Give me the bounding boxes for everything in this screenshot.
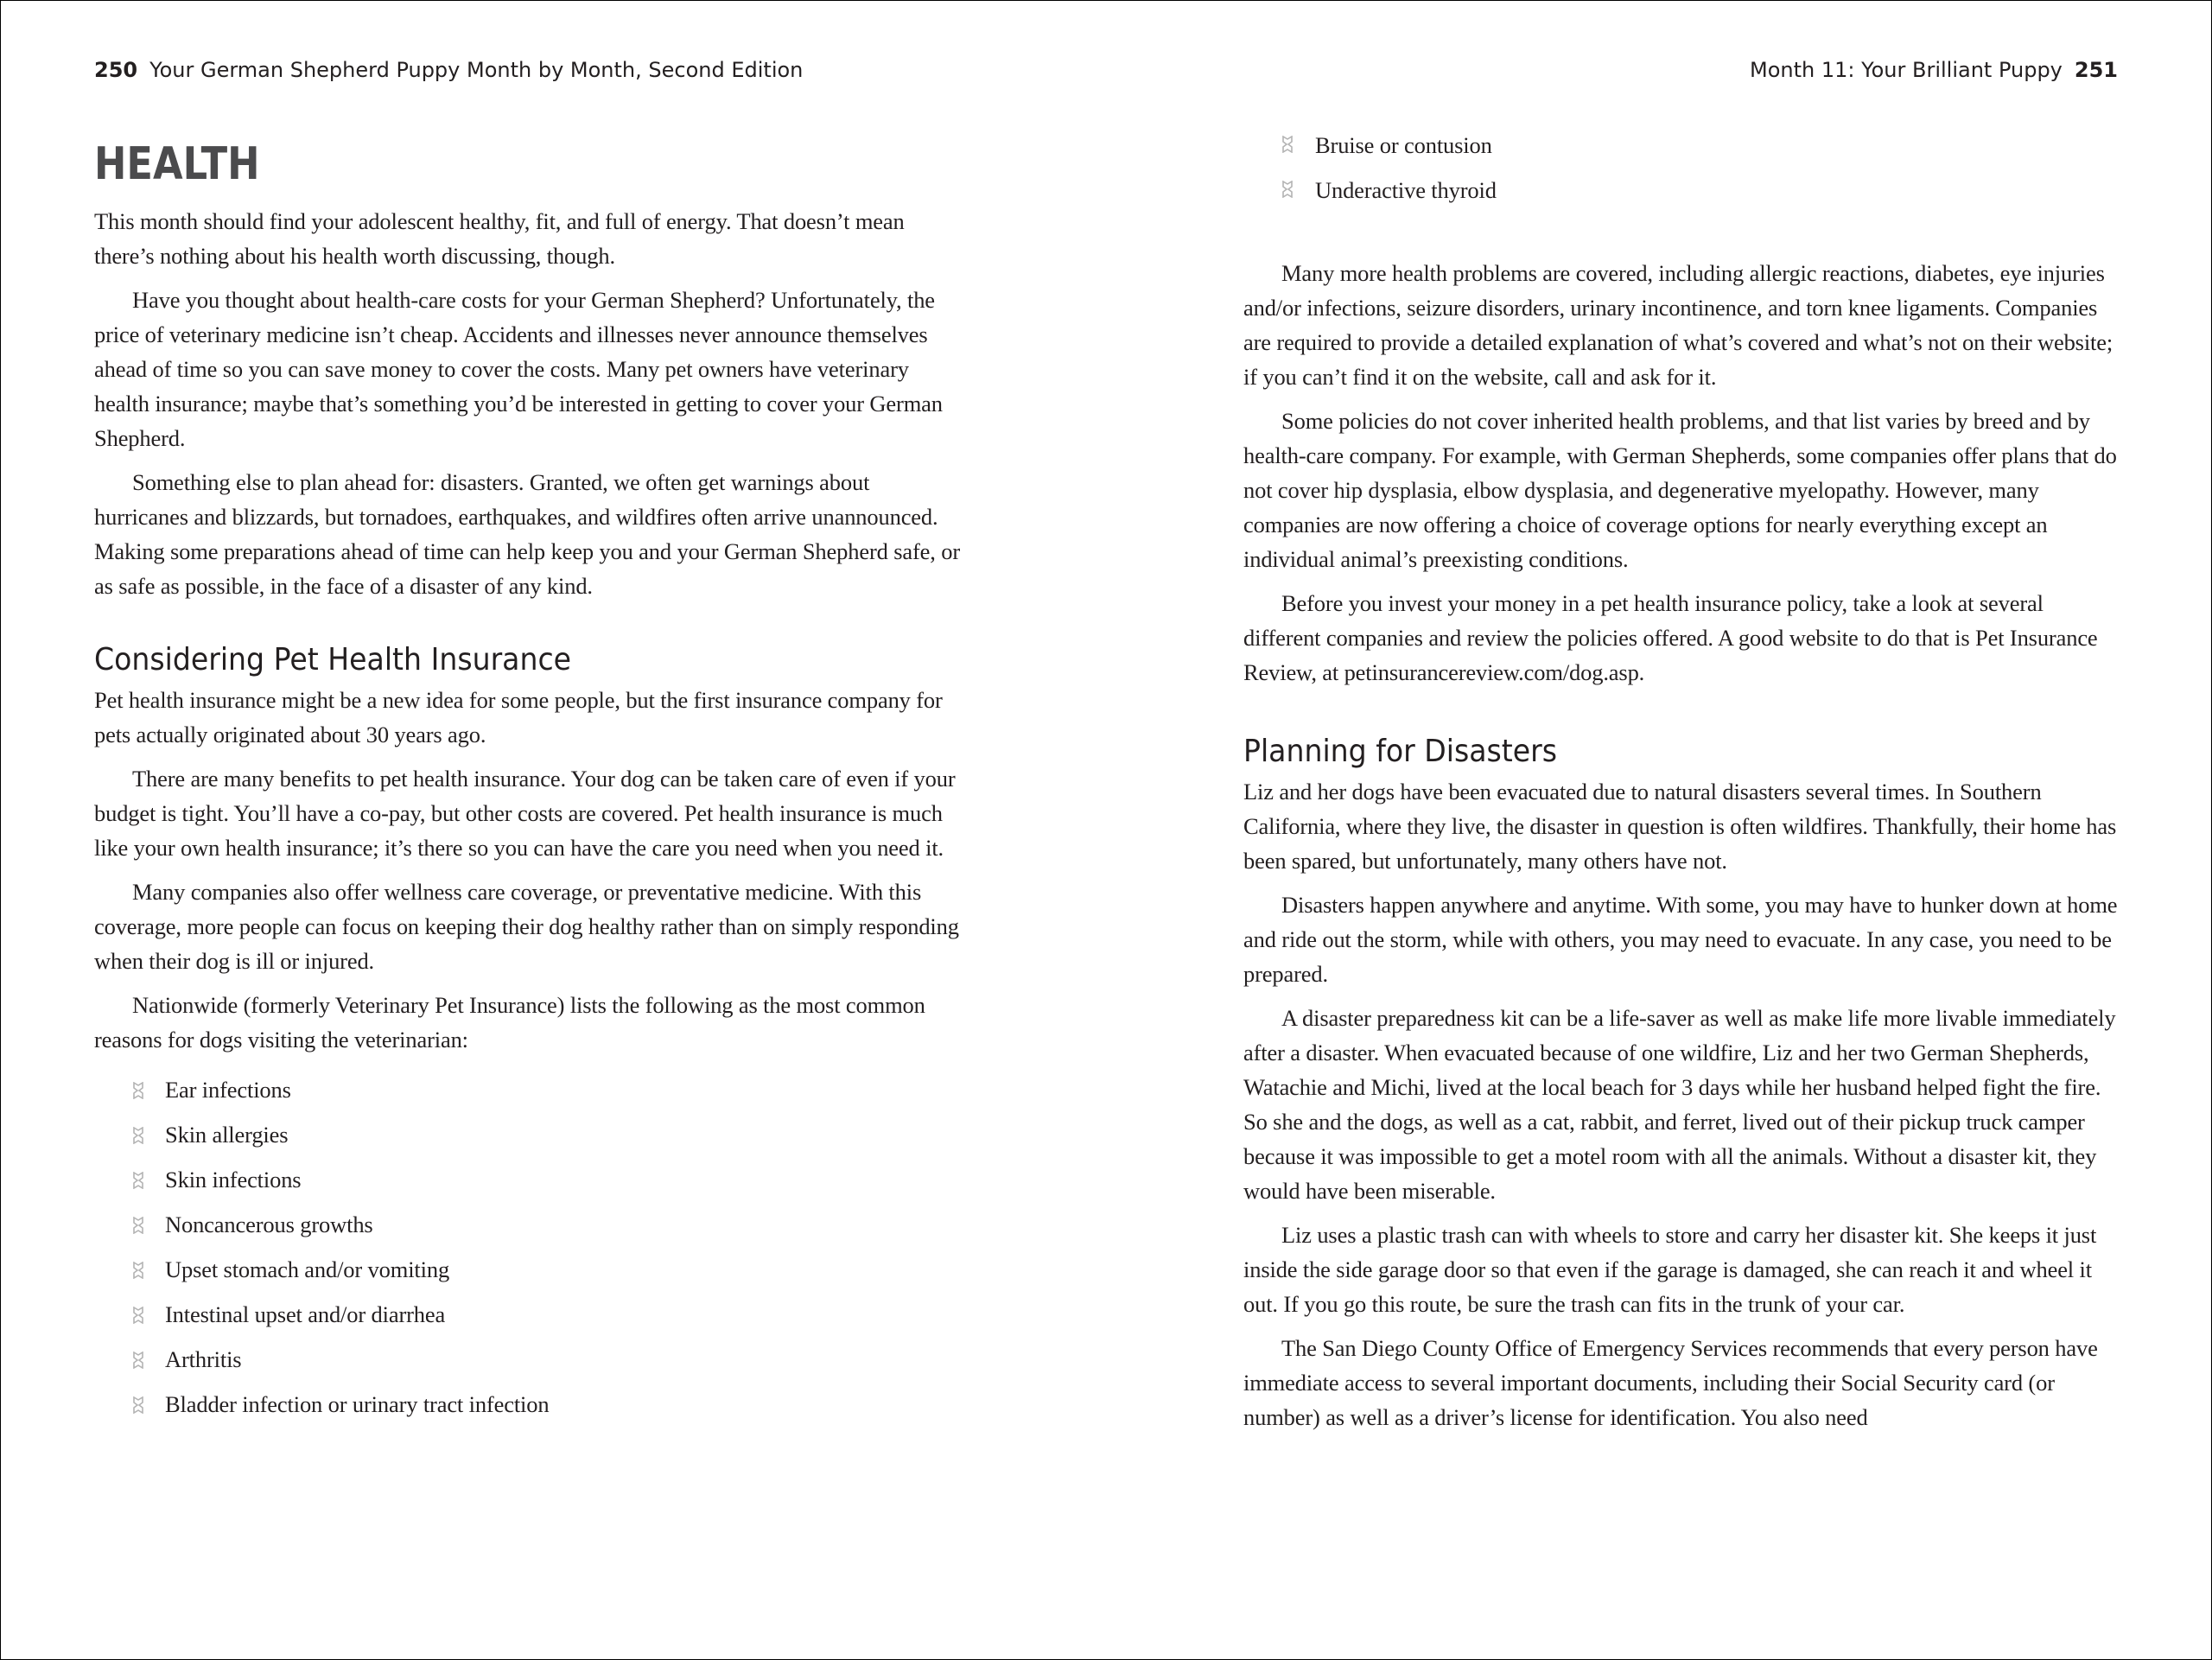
bone-bullet-icon — [132, 1127, 144, 1144]
bone-bullet-icon — [132, 1307, 144, 1324]
bone-bullet-icon — [132, 1172, 144, 1189]
bone-bullet-icon — [1281, 136, 1294, 153]
right-page-number: 251 — [2074, 58, 2118, 82]
right-page — [1243, 0, 2118, 1660]
paragraph: Many companies also offer wellness care coverage, or preventative medicine. With this coverage, more people can focus on keeping their dog healthy rather than on simply responding when their dog is ill or injured. — [94, 879, 959, 974]
left-running-head-title: Your German Shepherd Puppy Month by Month, Second Edition — [149, 58, 804, 82]
continued-reasons-list — [1243, 128, 2118, 207]
section-title-health: HEALTH — [94, 138, 260, 190]
paragraph: Liz and her dogs have been evacuated due to natural disasters several times. In Southern California, where they live, the disaster in question is often wildfires. Thankfully, their home has been spared, but unfortunately, many others have not. — [1243, 779, 2117, 874]
right-running-head — [1243, 57, 2118, 83]
paragraph: Nationwide (formerly Veterinary Pet Insurance) lists the following as the most common reasons for dogs visiting the veterinarian: — [94, 992, 925, 1053]
list-item: Skin allergies — [94, 1117, 969, 1152]
paragraph: There are many benefits to pet health insurance. Your dog can be taken care of even if your budget is tight. You’ll have a co-pay, but other costs are covered. Pet health insurance is much like your own health insurance; it’s there so you can have the care you need when you need it. — [94, 766, 956, 861]
bone-bullet-icon — [132, 1217, 144, 1234]
list-item: Intestinal upset and/or diarrhea — [94, 1297, 969, 1332]
paragraph: Pet health insurance might be a new idea for some people, but the first insurance company for pets actually originated about 30 years ago. — [94, 687, 943, 747]
bone-bullet-icon — [132, 1396, 144, 1414]
paragraph: A disaster preparedness kit can be a life-saver as well as make life more livable immediately after a disaster. When evacuated because of one wildfire, Liz and her two German Shepherds, Watachie and Michi, lived at the local beach for 3 days while her husband helped fight the fire. So she and the dogs, as well as a cat, rabbit, and ferret, lived out of their pickup truck camper because it was impossible to get a motel room with all the animals. Without a disaster kit, they would have been miserable. — [1243, 1005, 2116, 1204]
right-page-content — [1243, 128, 2118, 1444]
paragraph: Have you thought about health-care costs for your German Shepherd? Unfortunately, the price of veterinary medicine isn’t cheap. Accidents and illnesses never announce themselves ahead of time so you can save money to cover the costs. Many pet owners have veterinary health insurance; maybe that’s something you’d be interested in getting to cover your German Shepherd. — [94, 287, 943, 451]
list-item: Noncancerous growths — [94, 1207, 969, 1242]
paragraph: Some policies do not cover inherited health problems, and that list varies by breed and by health-care company. For example, with German Shepherds, some companies offer plans that do not cover hip dysplasia, elbow dysplasia, and degenerative myelopathy. However, many companies are now offering a choice of coverage options for nearly everything except an individual animal’s preexisting conditions. — [1243, 408, 2117, 572]
left-running-head — [94, 57, 969, 83]
list-item: Bruise or contusion — [1243, 128, 2118, 162]
list-item: Ear infections — [94, 1072, 969, 1107]
paragraph: Many more health problems are covered, including allergic reactions, diabetes, eye injuries and/or infections, seizure disorders, urinary incontinence, and torn knee ligaments. Companies are required to provide a detailed explanation of what’s covered and what’s not on their website; if you can’t find it on the website, call and ask for it. — [1243, 260, 2113, 390]
paragraph: Liz uses a plastic trash can with wheels to store and carry her disaster kit. She keeps it just inside the side garage door so that even if the garage is damaged, she can reach it and wheel it out. If you go this route, be sure the trash can fits in the trunk of your car. — [1243, 1222, 2097, 1317]
list-item: Bladder infection or urinary tract infection — [94, 1387, 969, 1421]
reasons-list — [94, 1072, 969, 1421]
bone-bullet-icon — [132, 1262, 144, 1279]
paragraph: The San Diego County Office of Emergency Services recommends that every person have immediate access to several important documents, including their Social Security card (or number) as well as a driver’s license for identification. You also need — [1243, 1335, 2098, 1430]
paragraph: Disasters happen anywhere and anytime. With some, you may have to hunker down at home and ride out the storm, while with others, you may need to evacuate. In any case, you need to be prepared. — [1243, 892, 2118, 987]
paragraph: Before you invest your money in a pet health insurance policy, take a look at several different companies and review the policies offered. A good website to do that is Pet Insurance Review, at petinsurancereview.com/dog.asp. — [1243, 590, 2098, 685]
list-item: Skin infections — [94, 1162, 969, 1197]
left-page-number: 250 — [94, 58, 138, 82]
left-page — [94, 0, 969, 1660]
left-page-content — [94, 130, 969, 1432]
list-item: Upset stomach and/or vomiting — [94, 1252, 969, 1287]
subhead-planning-for-disasters: Planning for Disasters — [1243, 734, 1558, 769]
paragraph: Something else to plan ahead for: disasters. Granted, we often get warnings about hurricanes and blizzards, but tornadoes, earthquakes, and wildfires often arrive unannounced. Making some preparations ahead of time can help keep you and your German Shepherd safe, or as safe as possible, in the face of a disaster of any kind. — [94, 469, 960, 599]
right-running-head-title: Month 11: Your Brilliant Puppy — [1750, 58, 2063, 82]
list-item: Arthritis — [94, 1342, 969, 1377]
bone-bullet-icon — [1281, 181, 1294, 198]
paragraph: This month should find your adolescent healthy, fit, and full of energy. That doesn’t mean there’s nothing about his health worth discussing, though. — [94, 208, 905, 269]
bone-bullet-icon — [132, 1082, 144, 1099]
subhead-pet-health-insurance: Considering Pet Health Insurance — [94, 642, 572, 677]
list-item: Underactive thyroid — [1243, 173, 2118, 207]
bone-bullet-icon — [132, 1352, 144, 1369]
